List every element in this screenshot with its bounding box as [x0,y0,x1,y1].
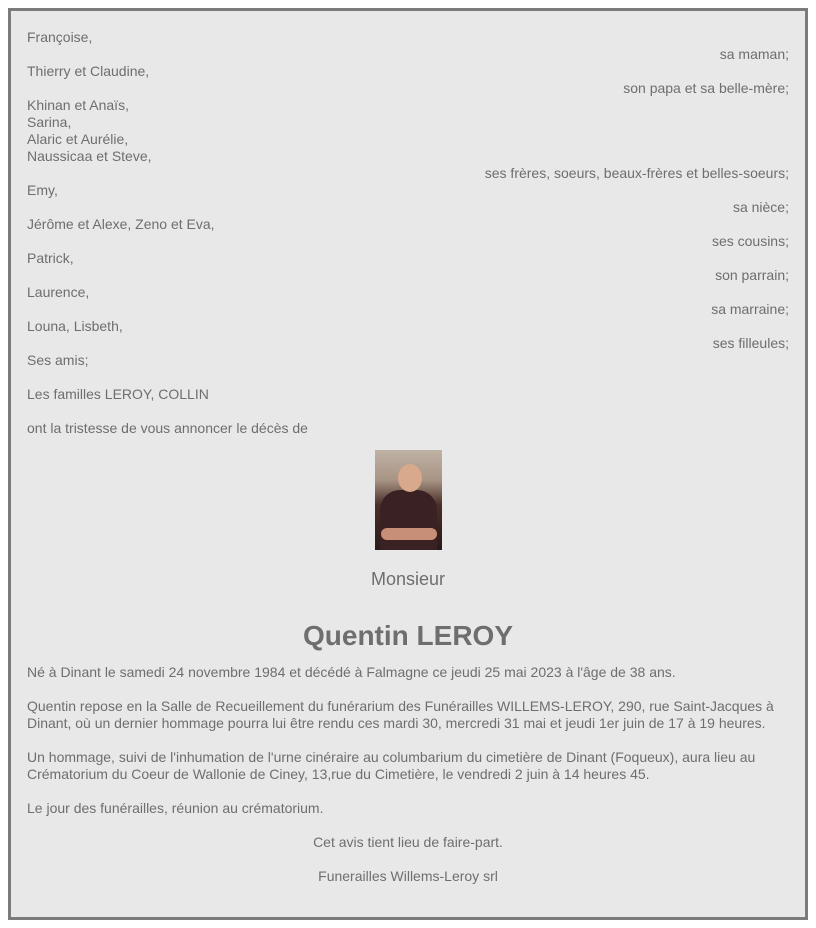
portrait-arms [381,528,437,540]
portrait-head [398,464,422,492]
notice-line: Cet avis tient lieu de faire-part. [313,834,503,850]
family-relation: ses frères, soeurs, beaux-frères et belles-soeurs; [484,165,789,181]
family-relation: sa maman; [719,46,789,62]
family-relation: son parrain; [715,267,789,283]
deceased-name: Quentin LEROY [303,620,513,651]
repose-paragraph: Quentin repose en la Salle de Recueillement du funérarium des Funérailles WILLEMS-LEROY, 290, rue Saint-Jacques à Dinant, où un dernier hommage pourra lui être rendu ces mardi 30, mercredi 31 mai et jeudi 1er juin de 17 à 19 heures. [27,698,774,731]
family-relation: ses cousins; [711,233,789,249]
family-names: Louna, Lisbeth, [27,318,123,334]
family-group-godmother [27,284,789,318]
portrait-photo [375,450,442,550]
family-relation: sa nièce; [732,199,789,215]
family-names: Laurence, [27,284,90,300]
funeral-day-paragraph: Le jour des funérailles, réunion au crématorium. [27,800,324,816]
family-group-goddaughters [27,318,789,352]
family-relation: ses filleules; [712,335,789,351]
friends-line: Ses amis; [27,352,89,368]
family-names: Sarina, [27,114,72,130]
family-names: Thierry et Claudine, [27,63,150,79]
portrait-torso [380,490,437,550]
family-names: Emy, [27,182,58,198]
family-group-cousins [27,216,789,250]
family-group-godfather [27,250,789,284]
family-names: Patrick, [27,250,74,266]
tribute-paragraph: Un hommage, suivi de l'inhumation de l'urne cinéraire au columbarium du cimetière de Dinant (Foqueux), aura lieu au Crématorium du Coeur de Wallonie de Ciney, 13,rue du Cimetière, le vendredi 2 juin à 14 heures 45. [27,749,756,782]
death-notice-frame [8,8,808,920]
birth-death-paragraph: Né à Dinant le samedi 24 novembre 1984 et décédé à Falmagne ce jeudi 25 mai 2023 à l'âge de 38 ans. [27,664,676,680]
families-line: Les familles LEROY, COLLIN [27,386,209,402]
deceased-honorific: Monsieur [370,569,446,589]
family-names: Françoise, [27,29,93,45]
family-group-father [27,63,789,97]
family-names: Khinan et Anaïs, [27,97,129,113]
family-group-siblings [27,97,789,182]
funeral-company: Funerailles Willems-Leroy srl [318,868,498,884]
family-names: Naussicaa et Steve, [27,148,152,164]
family-group-niece [27,182,789,216]
family-relation: son papa et sa belle-mère; [623,80,789,96]
family-names: Jérôme et Alexe, Zeno et Eva, [27,216,215,232]
family-relation: sa marraine; [711,301,789,317]
portrait-container [27,450,789,550]
announcement-intro: ont la tristesse de vous annoncer le décès de [27,420,308,436]
death-notice-content [27,29,789,902]
family-names: Alaric et Aurélie, [27,131,129,147]
family-group-mother [27,29,789,63]
